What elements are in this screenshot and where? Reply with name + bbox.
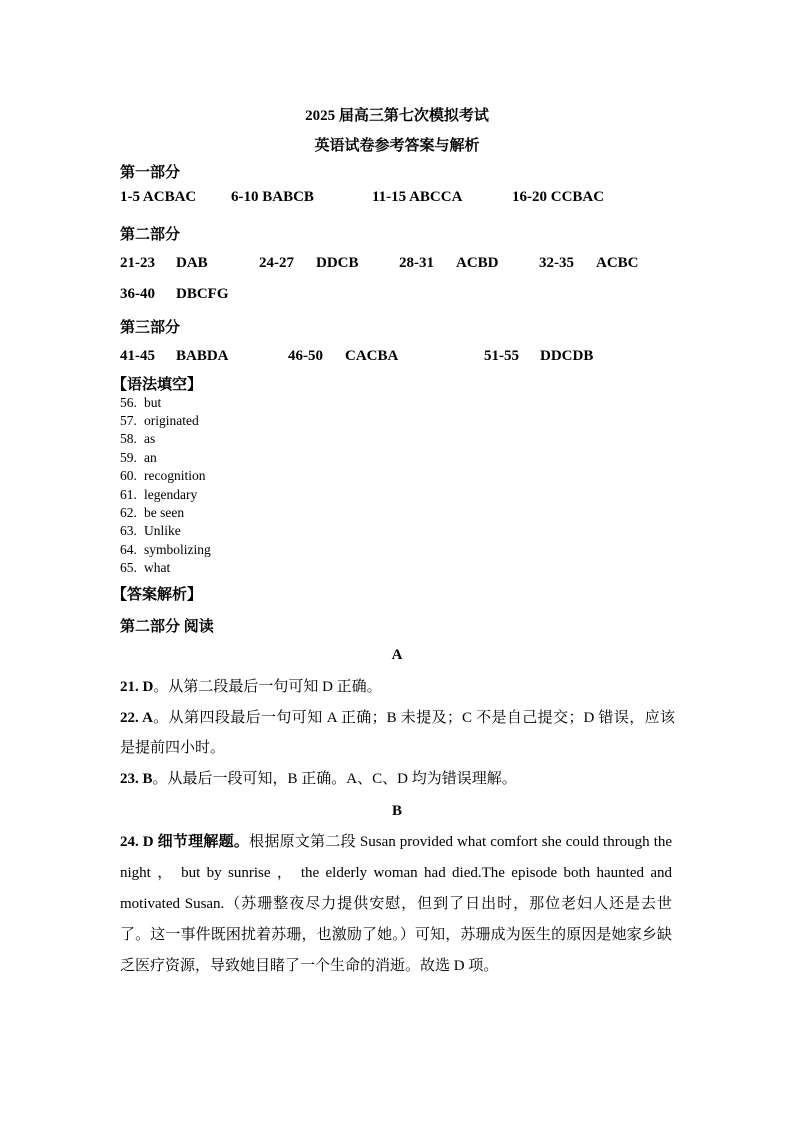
passage-b-label: B bbox=[391, 803, 402, 819]
grammar-item: 58. as bbox=[120, 431, 156, 446]
grammar-heading: 【语法填空】 bbox=[112, 377, 203, 393]
grammar-item: 59. an bbox=[120, 450, 157, 465]
grammar-item: 63. Unlike bbox=[120, 523, 181, 538]
part3-range: 51-55 bbox=[484, 348, 519, 364]
part2-answer: ACBD bbox=[456, 255, 499, 271]
question-number: 24. bbox=[120, 834, 139, 850]
part3-heading: 第三部分 bbox=[120, 320, 181, 336]
question-23: 23. B。从最后一段可知，B 正确。A、C、D 均为错误理解。 bbox=[120, 771, 517, 787]
part3-range: 41-45 bbox=[120, 348, 155, 364]
part2-heading: 第二部分 bbox=[120, 227, 181, 243]
part2-range: 21-23 bbox=[120, 255, 155, 271]
part1-answer: 16-20 CCBAC bbox=[512, 189, 605, 205]
analysis-heading: 【答案解析】 bbox=[112, 587, 203, 603]
part3-answer: BABDA bbox=[176, 348, 229, 364]
reading-heading: 第二部分 阅读 bbox=[120, 619, 214, 635]
question-22: 22. A。从第四段最后一句可知 A 正确；B 未提及；C 不是自己提交；D 错误，应该是提前四小时。 bbox=[120, 710, 675, 756]
part3-answer: CACBA bbox=[345, 348, 399, 364]
part2-answer: DAB bbox=[176, 255, 208, 271]
exam-subtitle: 英语试卷参考答案与解析 bbox=[314, 138, 480, 154]
grammar-item: 65. what bbox=[120, 560, 171, 575]
passage-a-label: A bbox=[391, 647, 403, 663]
part1-heading: 第一部分 bbox=[120, 165, 181, 181]
question-24: 24. D 细节理解题。根据原文第二段 Susan provided what comfort she could through the night ， but by sunrise ， the elderly woman had died.The episode both haunted and motivated Susan.（苏珊整夜尽力提供安慰，但到了日出时，那位老妇人还是去世了。这一事件既困扰着苏珊，也激励了她。）可知，苏珊成为医生的原因是她家乡缺乏医疗资源，导致她目睹了一个生命的消逝。故选 D 项。 bbox=[120, 834, 673, 974]
part1-answer: 1-5 ACBAC bbox=[120, 189, 197, 205]
question-number: 23. B bbox=[120, 771, 153, 787]
question-number: 22. A bbox=[120, 710, 153, 726]
part3-range: 46-50 bbox=[288, 348, 323, 364]
part2-range: 36-40 bbox=[120, 286, 155, 302]
grammar-item: 60. recognition bbox=[120, 468, 206, 483]
part1-answer: 6-10 BABCB bbox=[231, 189, 314, 205]
part2-range: 32-35 bbox=[539, 255, 574, 271]
part1-answer: 11-15 ABCCA bbox=[372, 189, 463, 205]
part2-answer: DDCB bbox=[316, 255, 359, 271]
exam-title: 2025 届高三第七次模拟考试 bbox=[305, 108, 489, 124]
part2-answer: DBCFG bbox=[176, 286, 229, 302]
grammar-item: 64. symbolizing bbox=[120, 542, 211, 557]
grammar-item: 56. but bbox=[120, 395, 162, 410]
question-type-label: D 细节理解题。 bbox=[142, 834, 250, 850]
part2-range: 24-27 bbox=[259, 255, 294, 271]
part2-answer: ACBC bbox=[596, 255, 639, 271]
question-21: 21. D。从第二段最后一句可知 D 正确。 bbox=[120, 679, 382, 695]
grammar-item: 61. legendary bbox=[120, 487, 198, 502]
grammar-item: 57. originated bbox=[120, 413, 199, 428]
part2-range: 28-31 bbox=[399, 255, 434, 271]
part3-answer: DDCDB bbox=[540, 348, 594, 364]
grammar-item: 62. be seen bbox=[120, 505, 185, 520]
question-number: 21. D bbox=[120, 679, 154, 695]
